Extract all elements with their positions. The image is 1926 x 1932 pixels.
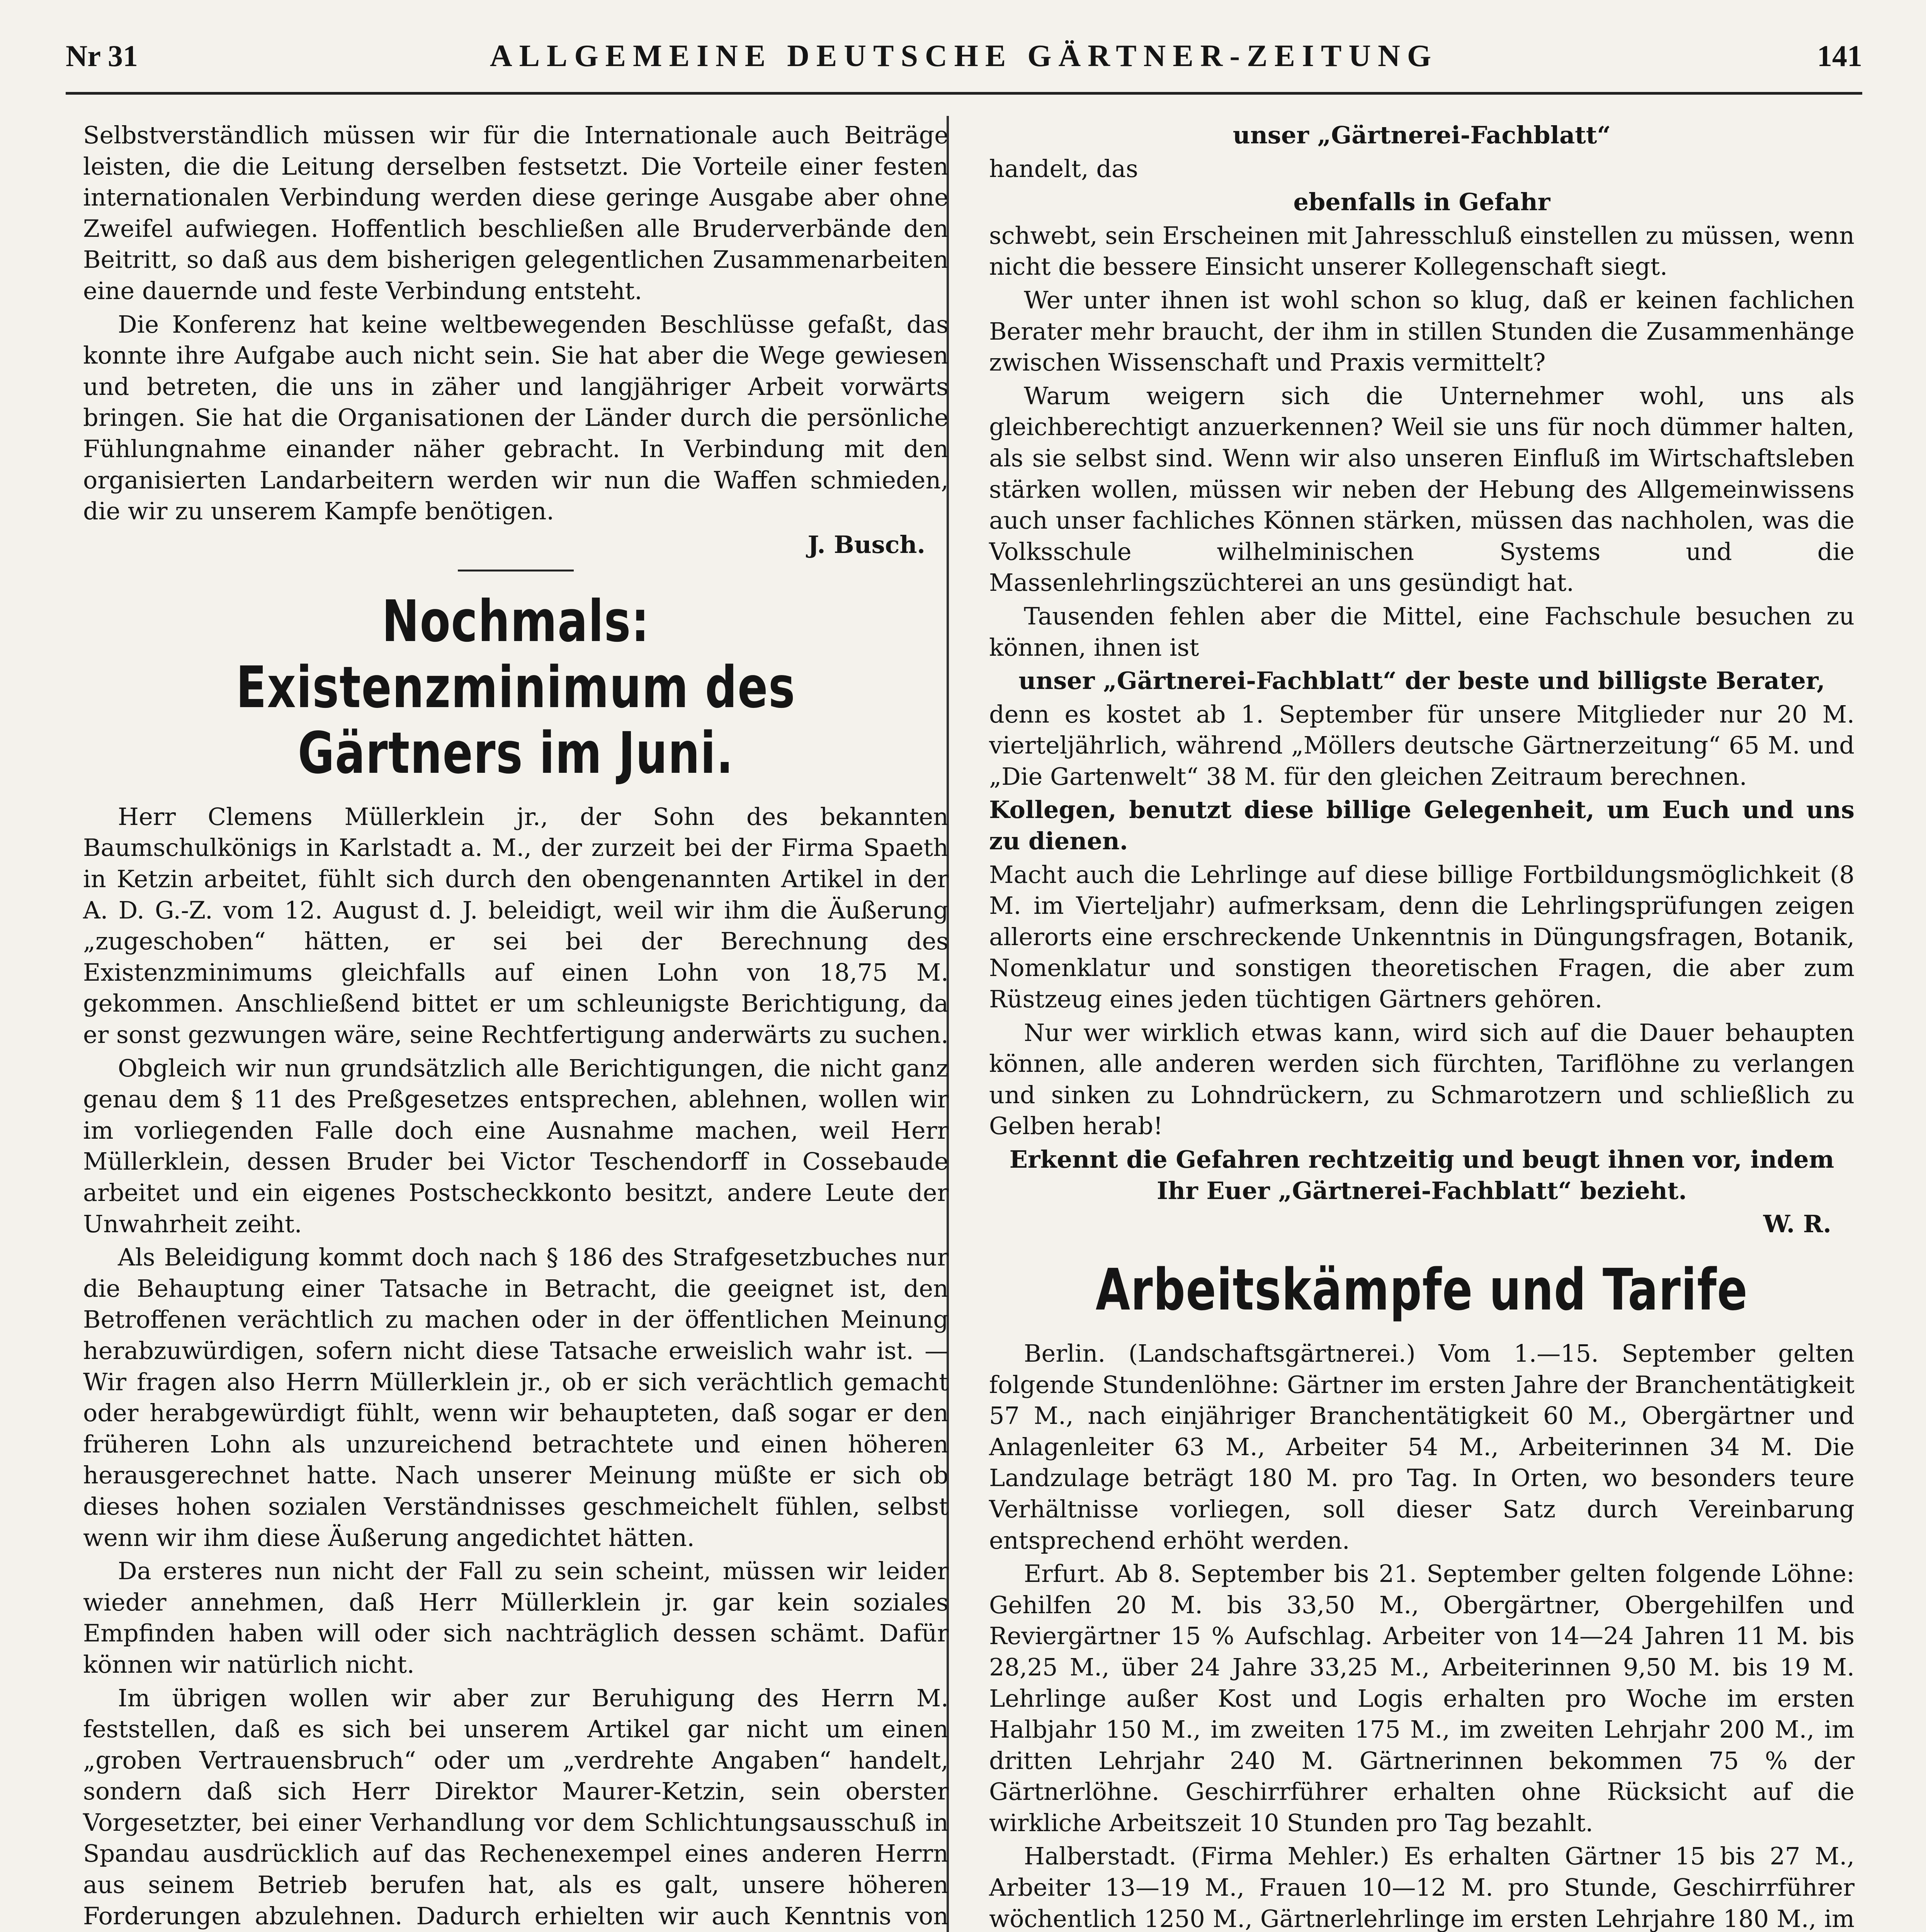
- article-paragraph: Die Konferenz hat keine weltbewegenden Beschlüsse gefaßt, das konnte ihre Aufgabe auch nicht sein. Sie hat aber die Wege gewiesen und betreten, die uns in zäher und langjähriger Arbeit vorwärts bringen. Sie hat die Organisationen der Länder durch die persönliche Fühlungnahme einander näher gebracht. In Verbindung mit den organisierten Landarbeitern werden wir nun die Waffen schmieden, die wir zu unserem Kampfe benötigen.: [83, 310, 949, 526]
- article-paragraph: Warum weigern sich die Unternehmer wohl, uns als gleichberechtigt anzuerkennen? Weil sie uns für noch dümmer halten, als sie selbst sind. Wenn wir also unseren Einfluß im Wirtschaftsleben stärken wollen, müssen wir neben der Hebung des Allgemeinwissens auch unser fachliches Können stärken, müssen das nachholen, was die Volksschule wilhelminischen Systems und die Massenlehrlingszüchterei an uns gesündigt hat.: [989, 381, 1855, 597]
- callout-line: unser „Gärtnerei-Fachblatt“: [1232, 121, 1611, 149]
- callout-line: unser „Gärtnerei-Fachblatt“ der beste und billigste Berater,: [1018, 667, 1825, 695]
- article-paragraph: Tausenden fehlen aber die Mittel, eine Fachschule besuchen zu können, ihnen ist: [989, 602, 1855, 662]
- issue-number: Nr 31: [66, 39, 138, 73]
- page-number: 141: [1817, 39, 1862, 73]
- article-paragraph-bold: Kollegen, benutzt diese billige Gelegenheit, um Euch und uns zu dienen.: [989, 796, 1855, 855]
- tariff-paragraph: Erfurt. Ab 8. September bis 21. September gelten folgende Löhne: Gehilfen 20 M. bis 33,50 M., Obergärtner, Obergehilfen und Reviergärtner 15 % Aufschlag. Arbeiter von 14—24 Jahren 11 M. bis 28,25 M., über 24 Jahre 33,25 M., Arbeiterinnen 9,50 M. bis 19 M. Lehrlinge außer Kost und Logis erhalten pro Woche im ersten Halbjahr 150 M., im zweiten 175 M., im zweiten Lehrjahr 200 M., im dritten Lehrjahr 240 M. Gärtnerinnen bekommen 75 % der Gärtnerlöhne. Geschirrführer erhalten ohne Rücksicht auf die wirkliche Arbeitszeit 10 Stunden pro Tag bezahlt.: [989, 1560, 1855, 1837]
- tariff-paragraph: Halberstadt. (Firma Mehler.) Es erhalten Gärtner 15 bis 27 M., Arbeiter 13—19 M., Frauen 10—12 M. pro Stunde, Geschirrführer wöchentlich 1250 M., Gärtnerlehrlinge im ersten Lehrjahre 180 M., im: [989, 1842, 1855, 1932]
- page-header: [66, 39, 1862, 81]
- right-column: [989, 120, 1855, 1932]
- article-paragraph: handelt, das: [989, 154, 1138, 183]
- header-rule: [66, 92, 1862, 95]
- author-signature: W. R.: [1763, 1210, 1831, 1238]
- callout-line: ebenfalls in Gefahr: [1293, 188, 1550, 216]
- article-paragraph: Als Beleidigung kommt doch nach § 186 des Strafgesetzbuches nur die Behauptung einer Tatsache in Betracht, die geeignet ist, den Betroffenen verächtlich zu machen oder in der öffentlichen Meinung herabzuwürdigen, sofern nicht diese Tatsache erweislich wahr ist. — Wir fragen also Herrn Müllerklein jr., ob er sich verächtlich gemacht oder herabgewürdigt fühlt, wenn wir behaupteten, daß sogar er den früheren Lohn als unzureichend betrachtete und einen höheren herausgerechnet hatte. Nach unserer Meinung müßte er sich ob dieses hohen sozialen Verständnisses geschmeichelt fühlen, selbst wenn wir ihm diese Äußerung angedichtet hätten.: [83, 1243, 949, 1552]
- article-paragraph: Selbstverständlich müssen wir für die Internationale auch Beiträge leisten, die die Leitung derselben festsetzt. Die Vorteile einer festen internationalen Verbindung werden diese geringe Ausgabe aber ohne Zweifel aufwiegen. Hoffentlich beschließen alle Bruderverbände den Beitritt, so daß aus dem bisherigen gelegentlichen Zusammenarbeiten eine dauernde und feste Verbindung entsteht.: [83, 121, 949, 305]
- article-paragraph: Herr Clemens Müllerklein jr., der Sohn des bekannten Baumschulkönigs in Karlstadt a. M., der zurzeit bei der Firma Spaeth in Ketzin arbeitet, fühlt sich durch den obengenannten Artikel in der A. D. G.-Z. vom 12. August d. J. beleidigt, weil wir ihm die Äußerung „zugeschoben“ hätten, er sei bei der Berechnung des Existenzminimums gleichfalls auf einen Lohn von 18,75 M. gekommen. Anschließend bittet er um schleunigste Berichtigung, da er sonst gezwungen wäre, seine Rechtfertigung anderwärts zu suchen.: [83, 802, 949, 1049]
- section-rule: [458, 570, 574, 571]
- article-paragraph: Im übrigen wollen wir aber zur Beruhigung des Herrn M. feststellen, daß es sich bei unserem Artikel gar nicht um einen „groben Vertrauensbruch“ oder um „verdrehte Angaben“ handelt, sondern daß sich Herr Direktor Maurer-Ketzin, sein oberster Vorgesetzter, bei einer Verhandlung vor dem Schlichtungsausschuß in Spandau ausdrücklich auf das Rechenexempel eines anderen Herrn aus seinem Betrieb berufen hat, als es galt, unsere höheren Forderungen abzulehnen. Dadurch erhielten wir auch Kenntnis von: [83, 1684, 949, 1930]
- article-paragraph: Obgleich wir nun grundsätzlich alle Berichtigungen, die nicht ganz genau dem § 11 des Preßgesetzes entsprechen, ablehnen, wollen wir im vorliegenden Falle doch eine Ausnahme machen, weil Herr Müllerklein, dessen Bruder bei Victor Teschendorff in Cossebaude arbeitet und ein eigenes Postscheckkonto besitzt, andere Leute der Unwahrheit zeiht.: [83, 1054, 949, 1238]
- left-column: [83, 120, 949, 1932]
- author-signature: J. Busch.: [807, 530, 925, 559]
- callout-line: Erkennt die Gefahren rechtzeitig und beugt ihnen vor, indem Ihr Euer „Gärtnerei-Fachblatt“ bezieht.: [1009, 1145, 1834, 1205]
- article-paragraph: Macht auch die Lehrlinge auf diese billige Fortbildungsmöglichkeit (8 M. im Vierteljahr) aufmerksam, denn die Lehrlingsprüfungen zeigen allerorts eine erschreckende Unkenntnis in Düngungsfragen, Botanik, Nomenklatur und sonstigen theoretischen Fragen, die aber zum Rüstzeug eines jeden tüchtigen Gärtners gehören.: [989, 860, 1855, 1014]
- article-paragraph: Nur wer wirklich etwas kann, wird sich auf die Dauer behaupten können, alle anderen werden sich fürchten, Tariflöhne zu verlangen und sinken zu Lohndrückern, zu Schmarotzern und schließlich zu Gelben herab!: [989, 1018, 1855, 1140]
- headline-existenzminimum: Nochmals: Existenzminimum des Gärtners im Juni.: [236, 588, 796, 786]
- masthead-title: ALLGEMEINE DEUTSCHE GÄRTNER-ZEITUNG: [490, 39, 1438, 73]
- headline-arbeitskaempfe: Arbeitskämpfe und Tarife: [1095, 1256, 1748, 1323]
- article-paragraph: Wer unter ihnen ist wohl schon so klug, daß er keinen fachlichen Berater mehr braucht, der ihm in stillen Stunden die Zusammenhänge zwischen Wissenschaft und Praxis vermittelt?: [989, 286, 1855, 377]
- article-paragraph: Da ersteres nun nicht der Fall zu sein scheint, müssen wir leider wieder annehmen, daß Herr Müllerklein jr. gar kein soziales Empfinden haben will oder sich nachträglich dessen schämt. Dafür können wir natürlich nicht.: [83, 1557, 949, 1679]
- article-paragraph: schwebt, sein Erscheinen mit Jahresschluß einstellen zu müssen, wenn nicht die bessere Einsicht unserer Kollegenschaft siegt.: [989, 221, 1855, 281]
- tariff-paragraph: Berlin. (Landschaftsgärtnerei.) Vom 1.—15. September gelten folgende Stundenlöhne: Gärtner im ersten Jahre der Branchentätigkeit 57 M., nach einjähriger Branchentätigkeit 60 M., Obergärtner und Anlagenleiter 63 M., Arbeiter 54 M., Arbeiterinnen 34 M. Die Landzulage beträgt 180 M. pro Tag. In Orten, wo besonders teure Verhältnisse vorliegen, soll dieser Satz durch Vereinbarung entsprechend erhöht werden.: [989, 1339, 1855, 1554]
- article-paragraph: denn es kostet ab 1. September für unsere Mitglieder nur 20 M. vierteljährlich, während „Möllers deutsche Gärtnerzeitung“ 65 M. und „Die Gartenwelt“ 38 M. für den gleichen Zeitraum berechnen.: [989, 700, 1855, 791]
